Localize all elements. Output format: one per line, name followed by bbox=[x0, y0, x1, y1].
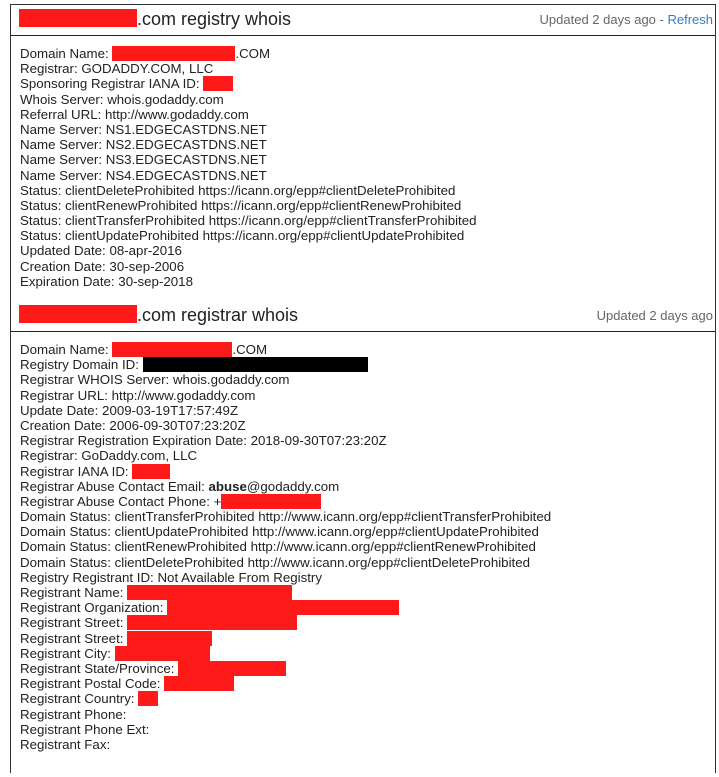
redacted-block bbox=[221, 494, 321, 509]
whois-line bbox=[20, 433, 715, 448]
whois-line bbox=[20, 403, 715, 418]
whois-line bbox=[20, 539, 715, 554]
whois-line-label: Registrant Country: bbox=[20, 691, 139, 707]
redacted-domain-block bbox=[19, 305, 137, 323]
registry-panel-header bbox=[11, 5, 715, 36]
whois-line bbox=[20, 122, 715, 137]
whois-line-label: Registrant Postal Code: bbox=[20, 676, 165, 692]
whois-line-label: Registrar IANA ID: bbox=[20, 463, 133, 479]
whois-line-label: Status: clientDeleteProhibited https://icann.org/epp#clientDeleteProhibited bbox=[20, 182, 456, 198]
whois-line bbox=[20, 691, 715, 706]
whois-line bbox=[20, 494, 715, 509]
whois-line bbox=[20, 631, 715, 646]
registrar-updated-text: Updated 2 days ago bbox=[596, 308, 713, 323]
whois-line bbox=[20, 46, 715, 61]
whois-line-label: Domain Name: bbox=[20, 342, 113, 357]
registrar-panel-header bbox=[11, 301, 715, 332]
whois-line-label: Whois Server: whois.godaddy.com bbox=[20, 91, 224, 107]
registry-record bbox=[11, 36, 715, 289]
whois-line bbox=[20, 676, 715, 691]
whois-line bbox=[20, 524, 715, 539]
whois-line-label: Registrar: GODADDY.COM, LLC bbox=[20, 61, 214, 77]
whois-line-label: Domain Status: clientDeleteProhibited http://www.icann.org/epp#clientDeleteProhibited bbox=[20, 554, 531, 570]
whois-line-suffix: .COM bbox=[235, 46, 271, 61]
whois-line bbox=[20, 198, 715, 213]
registrar-title-text: .com registrar whois bbox=[137, 305, 299, 325]
whois-line-label: Updated Date: 08-apr-2016 bbox=[20, 243, 182, 259]
whois-line bbox=[20, 585, 715, 600]
whois-line bbox=[20, 357, 715, 372]
whois-line bbox=[20, 372, 715, 387]
whois-line bbox=[20, 418, 715, 433]
whois-line-label: Domain Status: clientUpdateProhibited http://www.icann.org/epp#clientUpdateProhibited bbox=[20, 524, 539, 540]
whois-line-label: Registry Registrant ID: Not Available From Registry bbox=[20, 569, 322, 585]
redacted-block bbox=[127, 585, 292, 600]
whois-line-label: Status: clientRenewProhibited https://icann.org/epp#clientRenewProhibited bbox=[20, 197, 462, 213]
whois-line-label: Registrar URL: http://www.godaddy.com bbox=[20, 387, 256, 403]
registrar-record bbox=[11, 332, 715, 752]
registry-title-text: .com registry whois bbox=[137, 9, 292, 29]
whois-line bbox=[20, 213, 715, 228]
whois-line bbox=[20, 168, 715, 183]
whois-line-label: Registrar WHOIS Server: whois.godaddy.com bbox=[20, 372, 290, 388]
whois-line bbox=[20, 228, 715, 243]
whois-line-label: Registrar Abuse Contact Email: bbox=[20, 478, 209, 494]
refresh-link[interactable]: Refresh bbox=[667, 12, 713, 27]
whois-line-label: Name Server: NS2.EDGECASTDNS.NET bbox=[20, 137, 267, 153]
registry-panel-meta bbox=[540, 12, 713, 27]
abuse-bold-text: abuse bbox=[208, 478, 247, 494]
registrar-panel-title bbox=[19, 305, 298, 326]
whois-line bbox=[20, 92, 715, 107]
whois-line bbox=[20, 661, 715, 676]
whois-line-suffix: @godaddy.com bbox=[246, 478, 340, 494]
redacted-block bbox=[203, 76, 233, 91]
whois-line bbox=[20, 388, 715, 403]
whois-line-label: Registrant City: bbox=[20, 645, 115, 661]
whois-line bbox=[20, 646, 715, 661]
whois-frame bbox=[10, 4, 716, 773]
whois-line bbox=[20, 600, 715, 615]
whois-line bbox=[20, 259, 715, 274]
redacted-block bbox=[112, 46, 235, 61]
whois-line-label: Name Server: NS3.EDGECASTDNS.NET bbox=[20, 152, 267, 168]
whois-line bbox=[20, 555, 715, 570]
redacted-block bbox=[138, 691, 158, 706]
whois-line-label: Registrar: GoDaddy.com, LLC bbox=[20, 448, 198, 464]
redacted-block bbox=[132, 464, 170, 479]
redacted-block bbox=[115, 646, 210, 661]
redacted-block bbox=[127, 615, 297, 630]
whois-line-label: Domain Status: clientRenewProhibited http://www.icann.org/epp#clientRenewProhibited bbox=[20, 539, 536, 555]
redacted-block bbox=[127, 631, 212, 646]
whois-line-label: Status: clientTransferProhibited https://icann.org/epp#clientTransferProhibited bbox=[20, 213, 477, 229]
registrar-panel-meta bbox=[597, 308, 713, 323]
whois-line bbox=[20, 448, 715, 463]
whois-line-label: Name Server: NS4.EDGECASTDNS.NET bbox=[20, 167, 267, 183]
whois-line-label: Creation Date: 2006-09-30T07:23:20Z bbox=[20, 417, 246, 433]
whois-line-label: Registrant Street: bbox=[20, 615, 128, 631]
whois-line bbox=[20, 342, 715, 357]
registry-panel-title bbox=[19, 9, 291, 30]
whois-line-suffix: .COM bbox=[232, 342, 268, 357]
redacted-block bbox=[143, 357, 368, 372]
whois-line bbox=[20, 137, 715, 152]
whois-line bbox=[20, 183, 715, 198]
whois-line-label: Registrant Phone: bbox=[20, 706, 127, 722]
redacted-block bbox=[178, 661, 286, 676]
redacted-block bbox=[164, 676, 234, 691]
whois-line bbox=[20, 152, 715, 167]
redacted-domain-block bbox=[19, 9, 137, 27]
whois-line bbox=[20, 707, 715, 722]
whois-line-label: Registrar Abuse Contact Phone: + bbox=[20, 493, 222, 509]
whois-line bbox=[20, 464, 715, 479]
whois-line bbox=[20, 509, 715, 524]
whois-line-label: Registrant State/Province: bbox=[20, 660, 179, 676]
whois-line bbox=[20, 76, 715, 91]
whois-line-label: Registrant Phone Ext: bbox=[20, 721, 150, 737]
whois-line-label: Registrant Name: bbox=[20, 585, 128, 600]
whois-line-label: Registrant Street: bbox=[20, 630, 128, 646]
whois-line bbox=[20, 107, 715, 122]
whois-line-label: Status: clientUpdateProhibited https://icann.org/epp#clientUpdateProhibited bbox=[20, 228, 465, 244]
whois-line bbox=[20, 243, 715, 258]
registry-updated-text: Updated 2 days ago - bbox=[539, 12, 668, 27]
whois-line-label: Registry Domain ID: bbox=[20, 357, 143, 373]
whois-line-label: Registrant Organization: bbox=[20, 600, 168, 616]
whois-line bbox=[20, 722, 715, 737]
whois-line bbox=[20, 570, 715, 585]
whois-line bbox=[20, 61, 715, 76]
whois-line-label: Registrant Fax: bbox=[20, 736, 111, 752]
whois-line-label: Update Date: 2009-03-19T17:57:49Z bbox=[20, 402, 239, 418]
whois-line-label: Sponsoring Registrar IANA ID: bbox=[20, 76, 204, 92]
whois-line bbox=[20, 479, 715, 494]
whois-line-label: Registrar Registration Expiration Date: 2018-09-30T07:23:20Z bbox=[20, 433, 387, 449]
whois-line-label: Domain Name: bbox=[20, 46, 113, 61]
whois-line-label: Domain Status: clientTransferProhibited http://www.icann.org/epp#clientTransferProhibited bbox=[20, 509, 552, 525]
whois-line-label: Referral URL: http://www.godaddy.com bbox=[20, 106, 249, 122]
redacted-block bbox=[112, 342, 232, 357]
whois-line bbox=[20, 615, 715, 630]
whois-line-label: Creation Date: 30-sep-2006 bbox=[20, 258, 185, 274]
whois-line-label: Expiration Date: 30-sep-2018 bbox=[20, 273, 193, 289]
whois-line-label: Name Server: NS1.EDGECASTDNS.NET bbox=[20, 121, 267, 137]
whois-line bbox=[20, 274, 715, 289]
whois-line bbox=[20, 737, 715, 752]
redacted-block bbox=[167, 600, 399, 615]
